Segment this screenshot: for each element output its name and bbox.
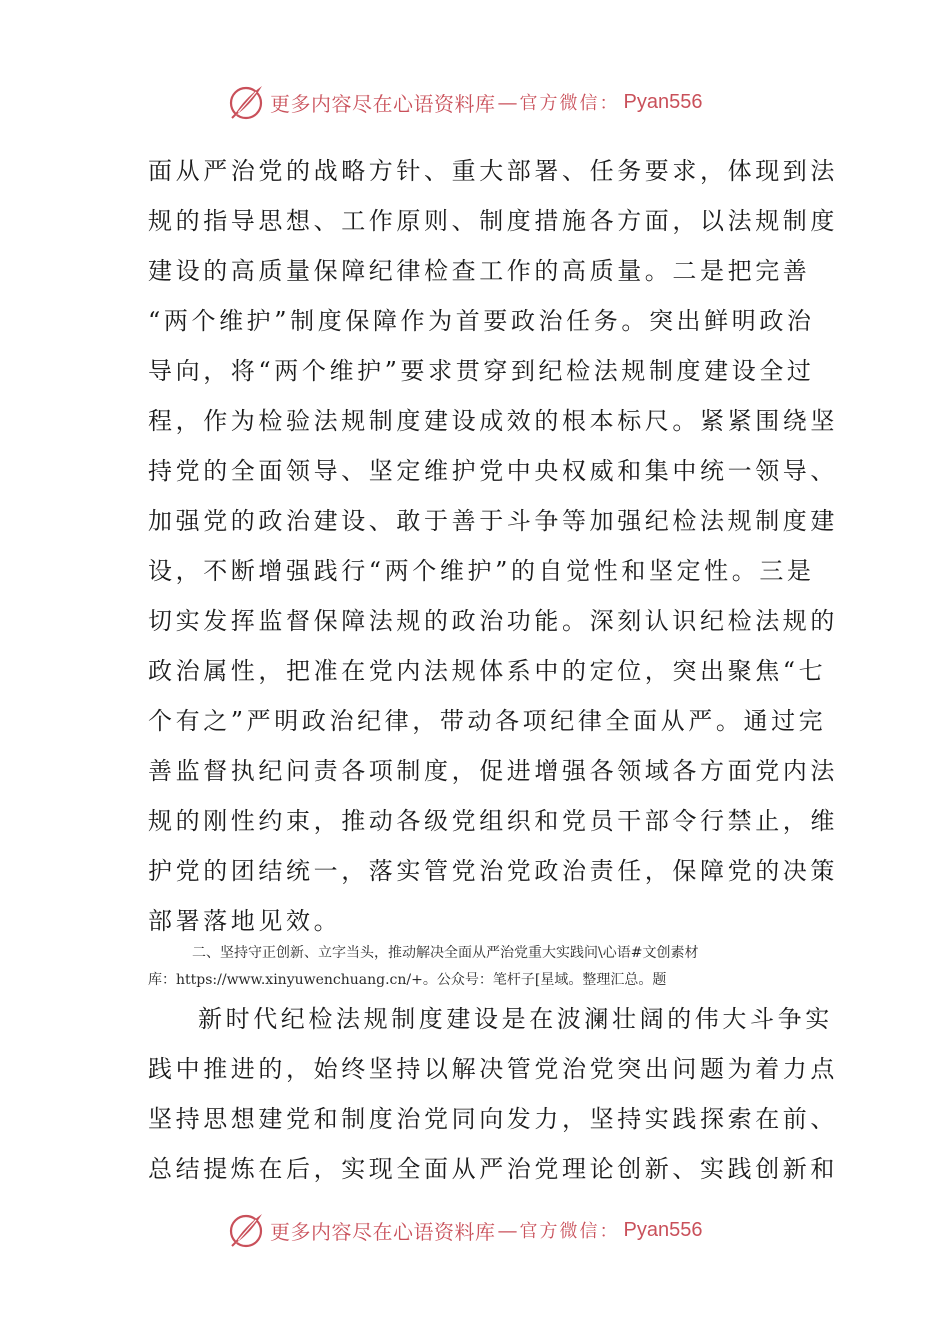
text-line: 加强党的政治建设、敢于善于斗争等加强纪检法规制度建: [148, 507, 838, 535]
paragraph-2: [148, 994, 838, 1194]
text-line: 善监督执纪问责各项制度，促进增强各领域各方面党内法: [148, 757, 838, 785]
footer-watermark: [226, 1208, 746, 1252]
watermark-official-label: 官方微信：: [519, 1221, 620, 1242]
text-line: 建设的高质量保障纪律检查工作的高质量。二是把完善: [148, 257, 811, 285]
text-line: 设，不断增强践行“两个维护”的自觉性和坚定性。三是: [148, 557, 815, 585]
text-line: “两个维护”制度保障作为首要政治任务。突出鲜明政治: [148, 307, 815, 335]
text-line: 导向，将“两个维护”要求贯穿到纪检法规制度建设全过: [148, 357, 815, 385]
text-line: 部署落地见效。: [148, 907, 342, 935]
text-line: 护党的团结统一，落实管党治党政治责任，保障党的决策: [148, 857, 838, 885]
watermark-brand: 更多内容尽在心语资料库: [270, 91, 496, 116]
text-line: 切实发挥监督保障法规的政治功能。深刻认识纪检法规的: [148, 607, 838, 635]
text-line: 践中推进的，始终坚持以解决管党治党突出问题为着力点: [148, 1055, 838, 1083]
text-line: 规的指导思想、工作原则、制度措施各方面，以法规制度: [148, 207, 838, 235]
text-line: 持党的全面领导、坚定维护党中央权威和集中统一领导、: [148, 457, 838, 485]
watermark-account: Pyan556: [623, 90, 703, 113]
watermark-official-label: 官方微信：: [519, 93, 620, 114]
text-line: 新时代纪检法规制度建设是在波澜壮阔的伟大斗争实: [198, 1005, 833, 1033]
text-line: 面从严治党的战略方针、重大部署、任务要求，体现到法: [148, 157, 838, 185]
feather-pen-circle-logo-icon: [226, 82, 266, 122]
text-line: 总结提炼在后，实现全面从严治党理论创新、实践创新和: [148, 1155, 838, 1183]
watermark-dash: —: [497, 90, 518, 114]
watermark-account: Pyan556: [623, 1218, 703, 1241]
paragraph-1: [148, 146, 838, 946]
section-heading: [148, 940, 808, 994]
section-heading-line-2: 库：https://www.xinyuwenchuang.cn/+。公众号：笔杆子[星域。整理汇总。题: [148, 972, 667, 988]
text-line: 坚持思想建党和制度治党同向发力，坚持实践探索在前、: [148, 1105, 838, 1133]
feather-pen-circle-logo-icon: [226, 1210, 266, 1250]
text-line: 个有之”严明政治纪律，带动各项纪律全面从严。通过完: [148, 707, 827, 735]
text-line: 政治属性，把准在党内法规体系中的定位，突出聚焦“七: [148, 657, 827, 685]
watermark-dash: —: [497, 1218, 518, 1242]
text-line: 规的刚性约束，推动各级党组织和党员干部令行禁止，维: [148, 807, 838, 835]
text-line: 程，作为检验法规制度建设成效的根本标尺。紧紧围绕坚: [148, 407, 838, 435]
section-heading-line-1: 二、坚持守正创新、立字当头，推动解决全面从严治党重大实践问\心语#文创素材: [192, 945, 699, 961]
watermark-brand: 更多内容尽在心语资料库: [270, 1219, 496, 1244]
header-watermark: [226, 80, 746, 124]
